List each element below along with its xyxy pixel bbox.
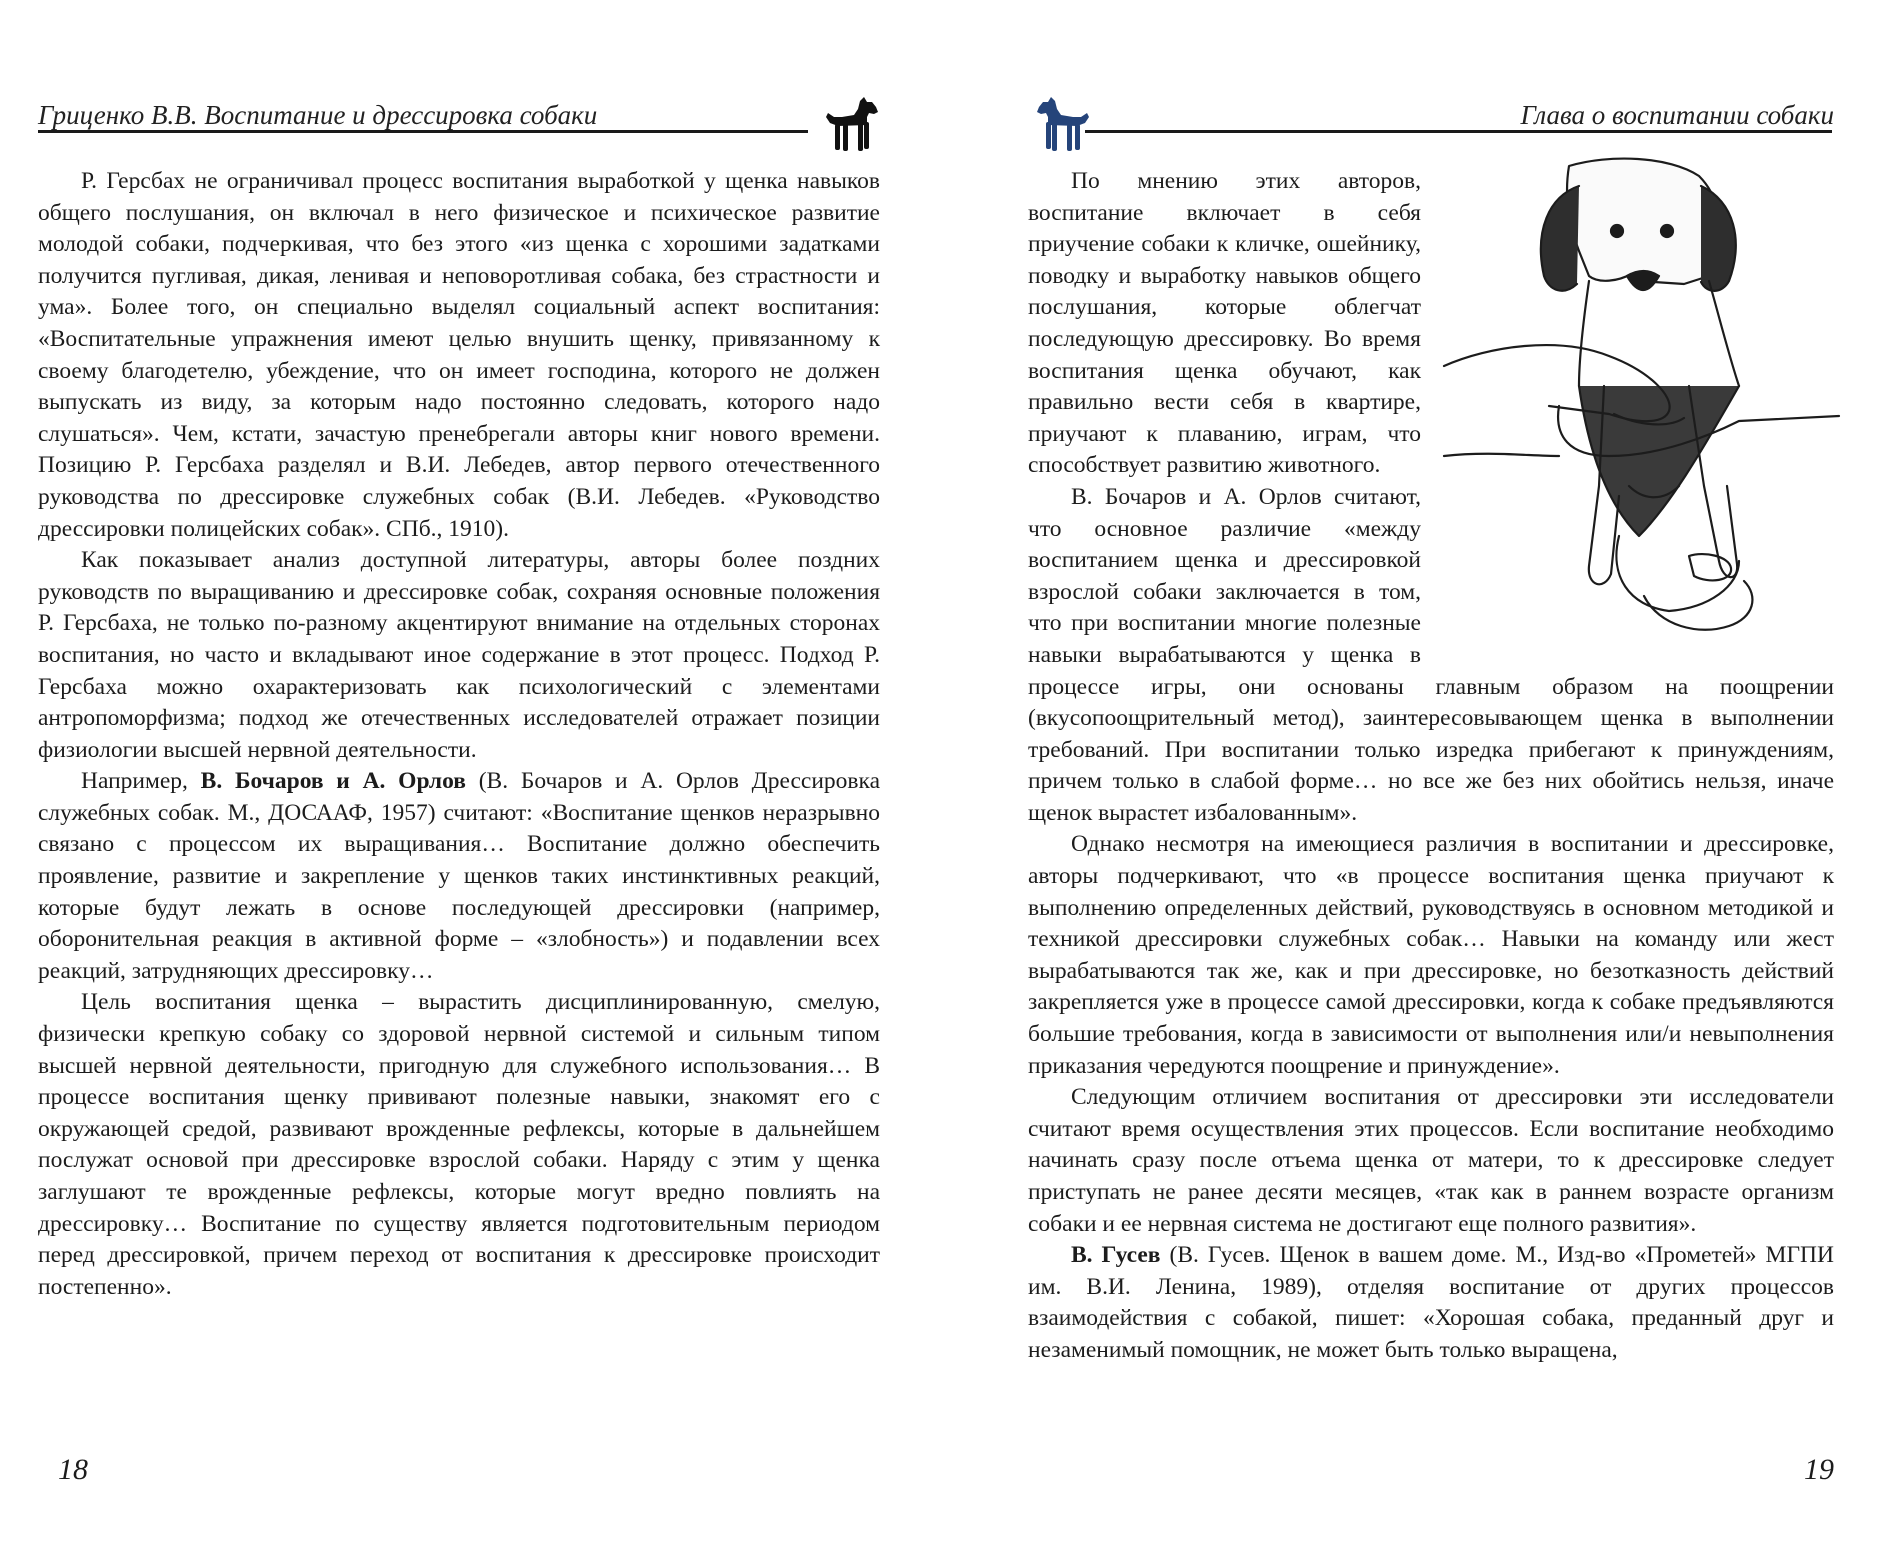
puppy-held-in-hands-illustration (1439, 156, 1844, 661)
page-number: 18 (58, 1453, 88, 1486)
header-rule (38, 130, 808, 133)
dog-silhouette-icon (820, 95, 890, 158)
running-head: Глава о воспитании собаки (1520, 100, 1834, 130)
paragraph: Р. Герсбах не ограничивал процесс воспитания выработкой у щенка навыков общего послушания, он включал в него физическое и психическое развитие молодой собаки, подчеркивая, что без этого «из щенка с хорошими задатками получится пугливая, дикая, ленивая и неповоротливая собака, без страстности и ума». Более того, он специально выделял социальный аспект воспитания: «Воспитательные упражнения имеют целью внушить щенку, привязанному к своему благодетелю, убеждение, что он имеет господина, которого не должен выпускать из виду, за которым надо постоянно следовать, которого надо слушаться». Чем, кстати, зачастую пренебрегали авторы книг нового времени. Позицию Р. Герсбаха разделял и В.И. Лебедев, автор первого отечественного руководства по дрессировке служебных собак (В.И. Лебедев. «Руководство дрессировки полицейских собак». СПб., 1910). (38, 168, 880, 542)
left-body-text (38, 166, 880, 1303)
paragraph: Следующим отличием воспитания от дрессировки эти исследователи считают время осуществления этих процессов. Если воспитание необходимо начинать сразу после отъема щенка от матери, то к дрессировке следует приступать не ранее десяти месяцев, «так как в раннем возрасте организм собаки и ее нервная система не достигают еще полного развития». (1028, 1084, 1834, 1237)
paragraph (1028, 1240, 1834, 1366)
paragraph-text: (В. Гусев. Щенок в вашем доме. М., Изд-во «Прометей» МГПИ им. В.И. Ленина, 1989), отделяя воспитание от других процессов взаимодействия с собакой, пишет: «Хорошая собака, преданный друг и незаменимый помощник, не может быть только выращена, (1028, 1242, 1834, 1363)
paragraph (38, 766, 880, 987)
paragraph-lead: Например, (81, 768, 201, 795)
paragraph: Однако несмотря на имеющиеся различия в воспитании и дрессировке, авторы подчеркивают, что «в процессе воспитания щенка приучают к выполнению определенных действий, руководствуясь в основном методикой и техникой дрессировки служебных собак… Навыки на команду или жест вырабатываются так же, как и при дрессировке, но безотказность действий закрепляется уже в процессе самой дрессировки, когда к собаке предъявляются большие требования, когда в зависимости от выполнения или/и невыполнения приказания чередуются поощрение и принуждение». (1028, 831, 1834, 1079)
right-body-text (1028, 166, 1834, 1367)
paragraph: Как показывает анализ доступной литературы, авторы более поздних руководств по выращиванию и дрессировке собак, сохраняя основные положения Р. Герсбаха, не только по-разному акцентируют внимание на отдельных сторонах воспитания, но часто и вкладывают иное содержание в этот процесс. Подход Р. Герсбаха можно охарактеризовать как психологический с элементами антропоморфизма; подход же отечественных исследователей отражает позиции физиологии высшей нервной деятельности. (38, 547, 880, 763)
paragraph: В. Бочаров и А. Орлов считают, что основное различие «между воспитанием щенка и дрессировкой взрослой собаки заключается в том, что при воспитании многие полезные навыки вырабатываются у щенка в процессе игры, они основаны главным образом на поощрении (вкусопоощрительный метод), заинтересовывающем щенка в выполнении требований. При воспитании только изредка прибегают к принуждениям, причем только в слабой форме… но все же без них обойтись нельзя, иначе щенок вырастет избалованным». (1028, 483, 1834, 826)
paragraph: Цель воспитания щенка – вырастить дисциплинированную, смелую, физически крепкую собаку со здоровой нервной системой и сильным типом высшей нервной деятельности, пригодную для служебного использования… В процессе воспитания щенку прививают полезные навыки, знакомят его с окружающей средой, развивают врожденные рефлексы, которые в дальнейшем послужат основой при дрессировке взрослой собаки. Наряду с этим у щенка заглушают те врожденные рефлексы, которые могут вредно повлиять на дрессировку… Воспитание по существу является подготовительным периодом перед дрессировкой, причем переход от воспитания к дрессировке происходит постепенно». (38, 989, 880, 1300)
dog-silhouette-icon (1025, 95, 1095, 158)
paragraph-text: (В. Бочаров и А. Орлов Дрессировка служебных собак. М., ДОСААФ, 1957) считают: «Воспитание щенков неразрывно связано с процессом их выращивания… Воспитание должно обеспечить проявление, развитие и закрепление у щенков таких инстинктивных реакций, которые будут лежать в основе последующей дрессировки (например, оборонительная реакция в активной форме – «злобность») и подавлении всех реакций, затрудняющих дрессировку… (38, 768, 880, 984)
paragraph: По мнению этих авторов, воспитание включает в себя приучение собаки к кличке, ошейнику, поводку и выработку навыков общего послушания, которые облегчат последующую дрессировку. Во время воспитания щенка обучают, как правильно вести себя в квартире, приучают к плаванию, играм, что способствует развитию животного. (1028, 168, 1421, 479)
page-number: 19 (1804, 1453, 1834, 1486)
running-head: Гриценко В.В. Воспитание и дрессировка собаки (38, 100, 598, 130)
author-name: В. Бочаров и А. Орлов (200, 768, 466, 795)
author-name: В. Гусев (1071, 1242, 1161, 1269)
right-page (950, 0, 1899, 1563)
